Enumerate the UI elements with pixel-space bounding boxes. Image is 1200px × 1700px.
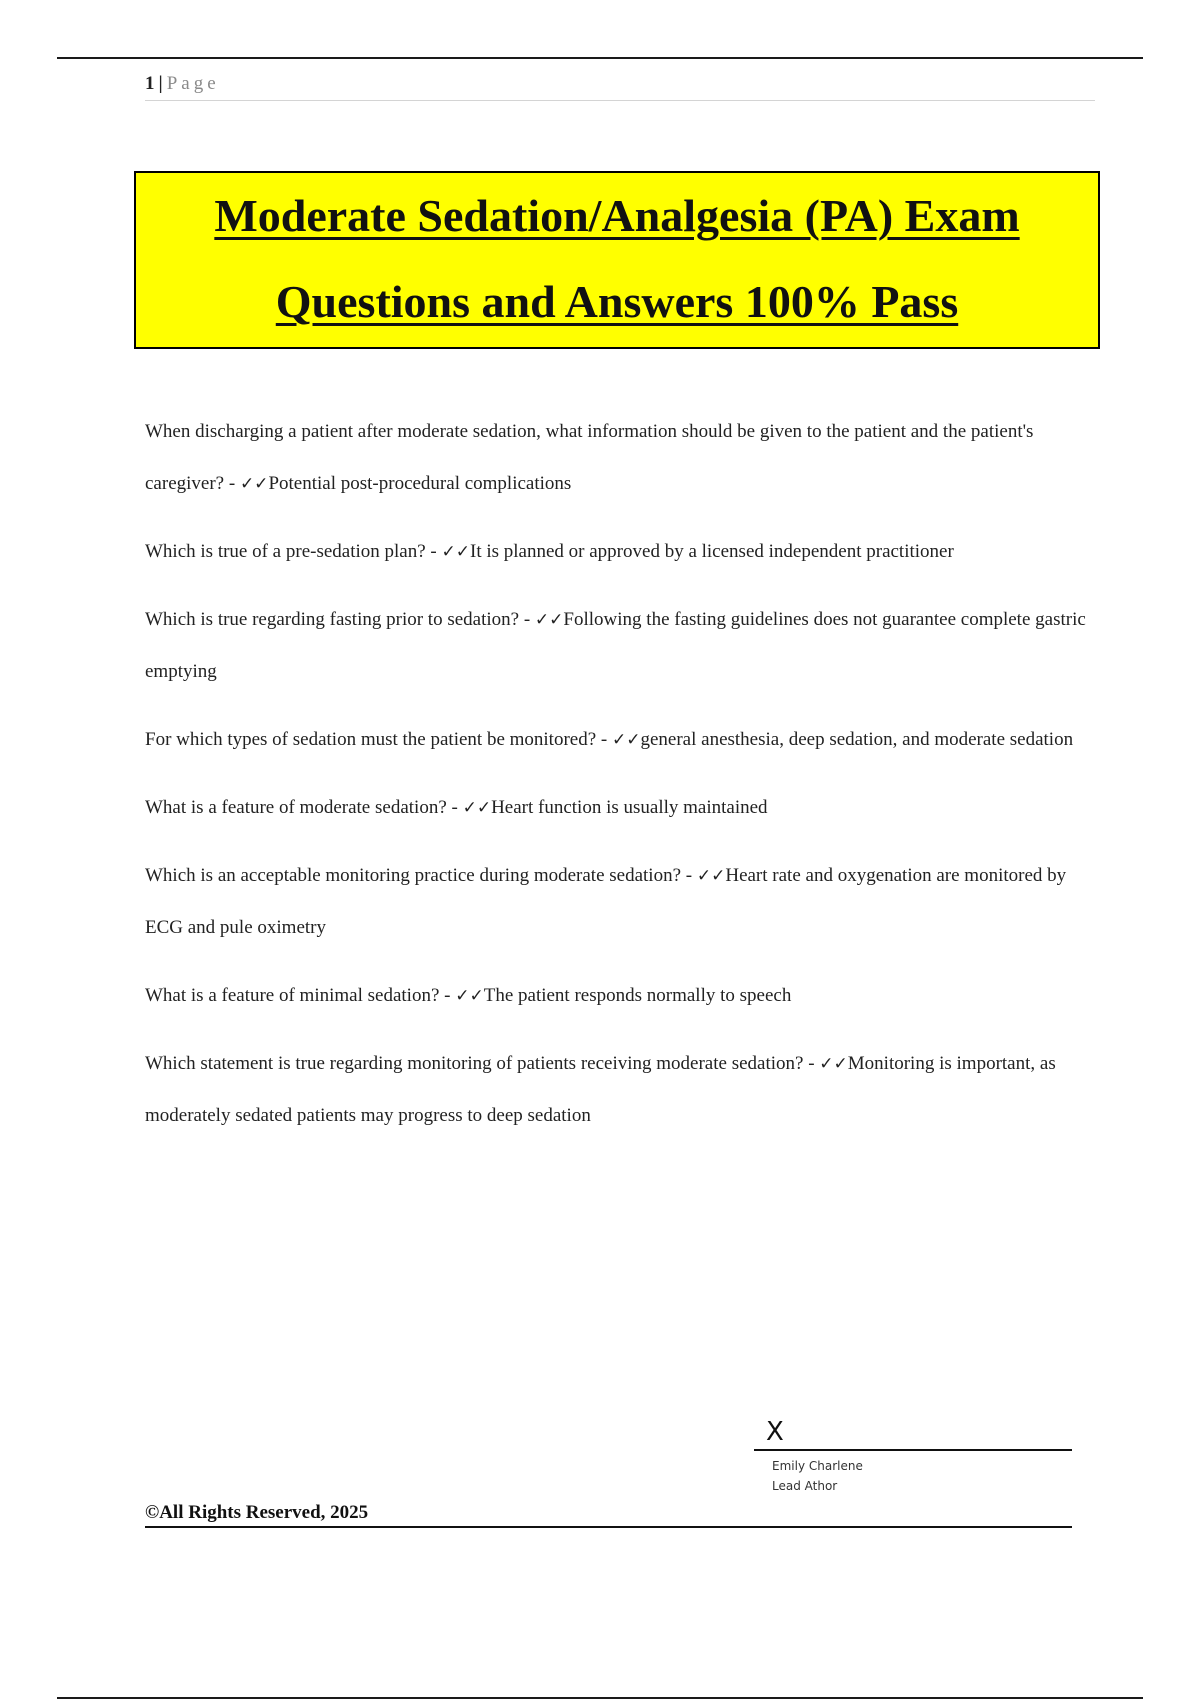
- qa-item: [145, 714, 1095, 766]
- signature-line: [754, 1449, 1072, 1451]
- question-text: When discharging a patient after moderate sedation, what information should be given to the patient and the patient's caregiver? -: [145, 421, 1034, 494]
- title-box: [134, 171, 1100, 349]
- answer-text: It is planned or approved by a licensed independent practitioner: [470, 541, 954, 562]
- signature-block: [754, 1417, 1072, 1496]
- qa-list: [145, 406, 1095, 1158]
- qa-item: [145, 406, 1095, 510]
- question-text: Which is true of a pre-sedation plan? -: [145, 541, 442, 562]
- qa-item: [145, 594, 1095, 698]
- title-text-2: Questions and Answers 100% Pass: [275, 276, 959, 327]
- qa-item: [145, 782, 1095, 834]
- double-check-icon: ✓✓: [462, 798, 492, 818]
- question-text: Which is true regarding fasting prior to sedation? -: [145, 609, 535, 630]
- signature-mark: X: [766, 1417, 784, 1447]
- top-rule: [57, 57, 1143, 59]
- answer-text: Heart rate and oxygenation are monitored by ECG and pule oximetry: [145, 865, 1067, 938]
- copyright-notice: ©All Rights Reserved, 2025: [145, 1500, 1072, 1528]
- qa-item: [145, 850, 1095, 954]
- double-check-icon: ✓✓: [611, 730, 641, 750]
- answer-text: general anesthesia, deep sedation, and moderate sedation: [640, 729, 1074, 750]
- signer-name: Emily Charlene: [772, 1459, 863, 1473]
- question-text: What is a feature of moderate sedation? -: [145, 797, 463, 818]
- question-text: Which statement is true regarding monitoring of patients receiving moderate sedation? -: [145, 1053, 820, 1074]
- double-check-icon: ✓✓: [441, 542, 470, 562]
- double-check-icon: ✓✓: [696, 866, 726, 886]
- page-number: 1: [145, 73, 155, 94]
- answer-text: Following the fasting guidelines does not guarantee complete gastric emptying: [145, 609, 1086, 682]
- page-header: [145, 72, 1095, 101]
- title-line-2: [136, 259, 1098, 345]
- answer-text: Heart function is usually maintained: [491, 797, 768, 818]
- page-label: Page: [166, 73, 220, 94]
- qa-item: [145, 526, 1095, 578]
- question-text: What is a feature of minimal sedation? -: [145, 985, 456, 1006]
- double-check-icon: ✓✓: [819, 1054, 848, 1074]
- double-check-icon: ✓✓: [239, 474, 269, 494]
- title-text-1: Moderate Sedation/Analgesia (PA) Exam: [214, 190, 1020, 241]
- bottom-rule: [57, 1697, 1143, 1699]
- question-text: For which types of sedation must the patient be monitored? -: [145, 729, 612, 750]
- signer-role: Lead Athor: [772, 1479, 838, 1493]
- qa-item: [145, 1038, 1095, 1142]
- double-check-icon: ✓✓: [534, 610, 564, 630]
- title-line-1: [136, 173, 1098, 259]
- answer-text: Potential post-procedural complications: [268, 473, 572, 494]
- answer-text: Monitoring is important, as moderately sedated patients may progress to deep sedation: [145, 1053, 1056, 1126]
- page-separator: |: [158, 73, 163, 94]
- qa-item: [145, 970, 1095, 1022]
- double-check-icon: ✓✓: [455, 986, 484, 1006]
- answer-text: The patient responds normally to speech: [483, 985, 792, 1006]
- question-text: Which is an acceptable monitoring practice during moderate sedation? -: [145, 865, 697, 886]
